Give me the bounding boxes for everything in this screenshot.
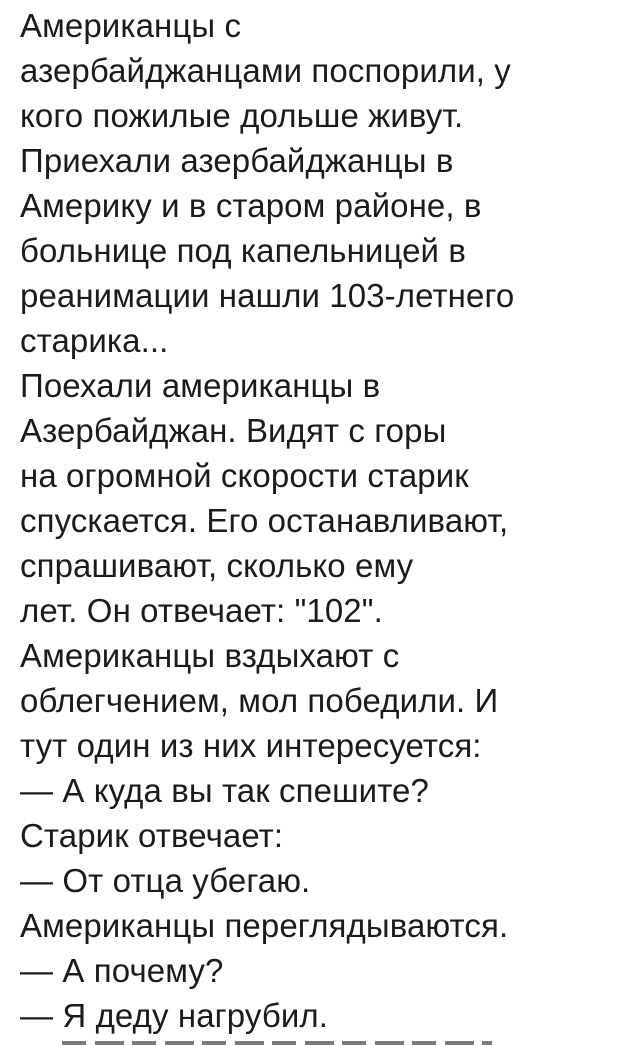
text-line: Американцы вздыхают с xyxy=(20,637,400,674)
text-line: старика... xyxy=(20,322,169,359)
text-line: Американцы переглядываются. xyxy=(20,907,509,944)
text-line: лет. Он отвечает: "102". xyxy=(20,592,383,629)
text-line: — А куда вы так спешите? xyxy=(20,772,429,809)
text-line: — Я деду нагрубил. xyxy=(20,997,329,1034)
text-line: Приехали азербайджанцы в xyxy=(20,142,454,179)
text-line: тут один из них интересуется: xyxy=(20,727,482,764)
text-line: реанимации нашли 103-летнего xyxy=(20,277,515,314)
text-line: кого пожилые дольше живут. xyxy=(20,97,464,134)
text-line: на огромной скорости старик xyxy=(20,457,469,494)
cutoff-next-line xyxy=(62,1041,492,1045)
text-line: Поехали американцы в xyxy=(20,367,381,404)
text-line: азербайджанцами поспорили, у xyxy=(20,52,511,89)
text-line: облегчением, мол победили. И xyxy=(20,682,499,719)
text-line: — А почему? xyxy=(20,952,224,989)
text-line: спрашивают, сколько ему xyxy=(20,547,414,584)
text-line: больнице под капельницей в xyxy=(20,232,466,269)
text-line: — От отца убегаю. xyxy=(20,862,311,899)
text-line: Старик отвечает: xyxy=(20,817,284,854)
text-line: Американцы с xyxy=(20,7,242,44)
text-line: Азербайджан. Видят с горы xyxy=(20,412,447,449)
text-line: Америку и в старом районе, в xyxy=(20,187,482,224)
text-line: спускается. Его останавливают, xyxy=(20,502,509,539)
joke-text xyxy=(20,3,636,1038)
